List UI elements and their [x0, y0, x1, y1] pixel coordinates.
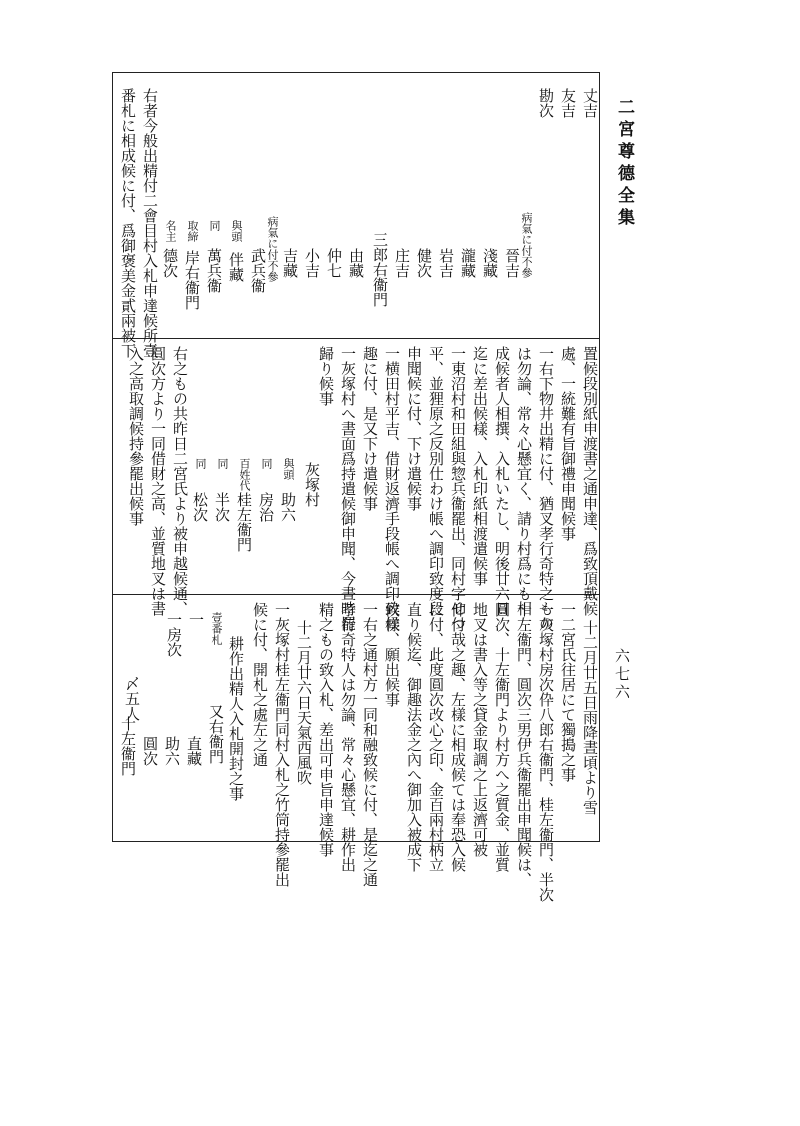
text-line: に付、此度圓次改心之印、金百兩村柄立 [427, 602, 445, 872]
text-line: 直り候迄、御趣法金之內へ御加入被成下 [405, 602, 423, 872]
name-entry: 萬兵衞 [205, 248, 223, 293]
text-line: 仰付哉之趣、左樣に相成候ては奉恐入候 [449, 602, 467, 872]
signer-role: 同 [194, 458, 207, 469]
name-entry: 由藏 [347, 248, 365, 278]
absence-note: 病氣に付不參 [520, 212, 533, 278]
text-line: 成候者人相撰、入札いたし、明後廿六日 [493, 346, 511, 616]
name-entry: 淺藏 [481, 248, 499, 278]
signer-name: 半次 [213, 492, 231, 522]
text-line: 圓次、十左衞門より村方へ之質金、並質 [493, 602, 511, 872]
name-entry: 吉藏 [281, 248, 299, 278]
name-entry: 岸右衞門 [183, 250, 201, 310]
ballot-label: 一房次 [165, 612, 183, 657]
text-line: 處、一統難有旨御禮申聞候事 [559, 346, 577, 541]
text-line: 一二宮氏往居にて獨搗之事 [559, 602, 577, 782]
text-line: 一横田村平吉、借財返濟手段帳へ調印致候 [383, 346, 401, 631]
text-line: 申聞候に付、下け遣候事 [405, 346, 423, 511]
signer-name: 助六 [279, 492, 297, 522]
role-label: 與頭 [230, 220, 243, 242]
text-line: 趣に付、是又下け遣候事 [361, 346, 379, 511]
text-line: 歸り候事 [317, 346, 335, 406]
text-line: 地叉は書入等之貸金取調之上返濟可被 [471, 602, 489, 857]
signer-name: 桂左衞門 [235, 492, 253, 552]
name-entry: 庄吉 [393, 248, 411, 278]
name-entry: 勘次 [537, 88, 555, 118]
text-line: 十左衞門、圓次三男伊兵衞罷出申聞候は、 [515, 602, 533, 887]
signer-name: 松次 [191, 492, 209, 522]
text-line: 精之もの致入札、差出可申旨申達候事 [317, 602, 335, 857]
ballot-label: 一 [187, 612, 205, 627]
role-label: 同 [208, 220, 221, 231]
signer-role: 灰塚村 [303, 462, 321, 507]
name-entry: 瀧藏 [459, 248, 477, 278]
text-line: 候樣、願出候事 [383, 602, 401, 707]
text-line: 入之高取調候持參罷出候事 [127, 346, 145, 526]
signer-role: 同 [216, 458, 229, 469]
text-line: 平、並狸原之反別仕わけ帳へ調印致度段 [427, 346, 445, 616]
running-header: 二宮尊德全集 [614, 98, 634, 230]
text-line: 一灰塚村へ書面爲持遣候御申聞、今晝時罷 [339, 346, 357, 631]
ballot-name: 直藏 [185, 736, 203, 766]
text-line: 一右之通村方一同和融致候に付、是迄之通 [361, 602, 379, 887]
ballot-total: 〆五人 [123, 676, 141, 721]
role-label: 名主 [164, 220, 177, 242]
signer-name: 房治 [257, 492, 275, 522]
signer-role: 同 [260, 458, 273, 469]
name-entry: 岩吉 [437, 248, 455, 278]
text-line: 孝行奇特人は勿論、常々心懸宜、耕作出 [339, 602, 357, 872]
ballot-name: 助六 [163, 736, 181, 766]
text-line: 迄に差出候樣、入札印紙相渡遣候事 [471, 346, 489, 586]
text-line: 圓次方より一同借財之高、並質地叉は書 [149, 346, 167, 616]
name-entry: 丈吉 [581, 88, 599, 118]
text-line: 右者今般出精付二會目村入札申達候所壹 [141, 88, 159, 358]
text-line: は勿論、常々心懸宜く、請り村爲にも相 [515, 346, 533, 616]
name-entry: 友吉 [559, 88, 577, 118]
signer-role: 與頭 [282, 458, 295, 480]
name-entry: 武兵衞 [249, 248, 267, 293]
name-entry: 伴藏 [227, 252, 245, 282]
text-line: 候に付、開札之處左之通 [251, 602, 269, 767]
name-entry: 健次 [415, 248, 433, 278]
text-line: 一東沼村和田組與惣兵衞罷出、同村字せつ [449, 346, 467, 631]
name-entry: 晉吉 [503, 248, 521, 278]
signer-role: 百姓代 [238, 458, 251, 491]
role-label: 取締 [186, 220, 199, 242]
name-entry: 小吉 [303, 248, 321, 278]
ballot-label: 壹番札 [210, 612, 223, 645]
section-title: 耕作出精人入札開封之事 [227, 636, 245, 801]
text-line: 一灰塚村房次伜八郎右衞門、桂左衞門、半次 [537, 602, 555, 902]
ballot-name: 十左衞門 [119, 716, 137, 776]
text-line: 番札に相成候に付、爲御褒美金貳兩被下 [119, 88, 137, 358]
ballot-name: 圓次 [141, 736, 159, 766]
name-entry: 三郎右衞門 [371, 232, 389, 307]
text-line: 一右下物井出精に付、猶叉孝行奇特之もの [537, 346, 555, 631]
date-heading: 十二月廿六日天氣西風吹 [295, 620, 313, 785]
name-entry: 仲七 [325, 248, 343, 278]
text-line: 右之もの共昨日二宮氏より被申越候通、 [171, 346, 189, 616]
section-divider-1 [112, 338, 600, 339]
name-entry: 德次 [161, 248, 179, 278]
absence-note: 病氣に付不參 [266, 216, 279, 282]
date-heading: 十二月廿五日雨降晝頃より雪 [581, 620, 599, 815]
page-number: 六七六 [613, 648, 631, 702]
ballot-name: 又右衞門 [207, 704, 225, 764]
text-line: 一灰塚村桂左衞門同村入札之竹筒持參罷出 [273, 602, 291, 887]
text-line: 置候段別紙申渡書之通申達、爲致頂戴候 [581, 346, 599, 616]
